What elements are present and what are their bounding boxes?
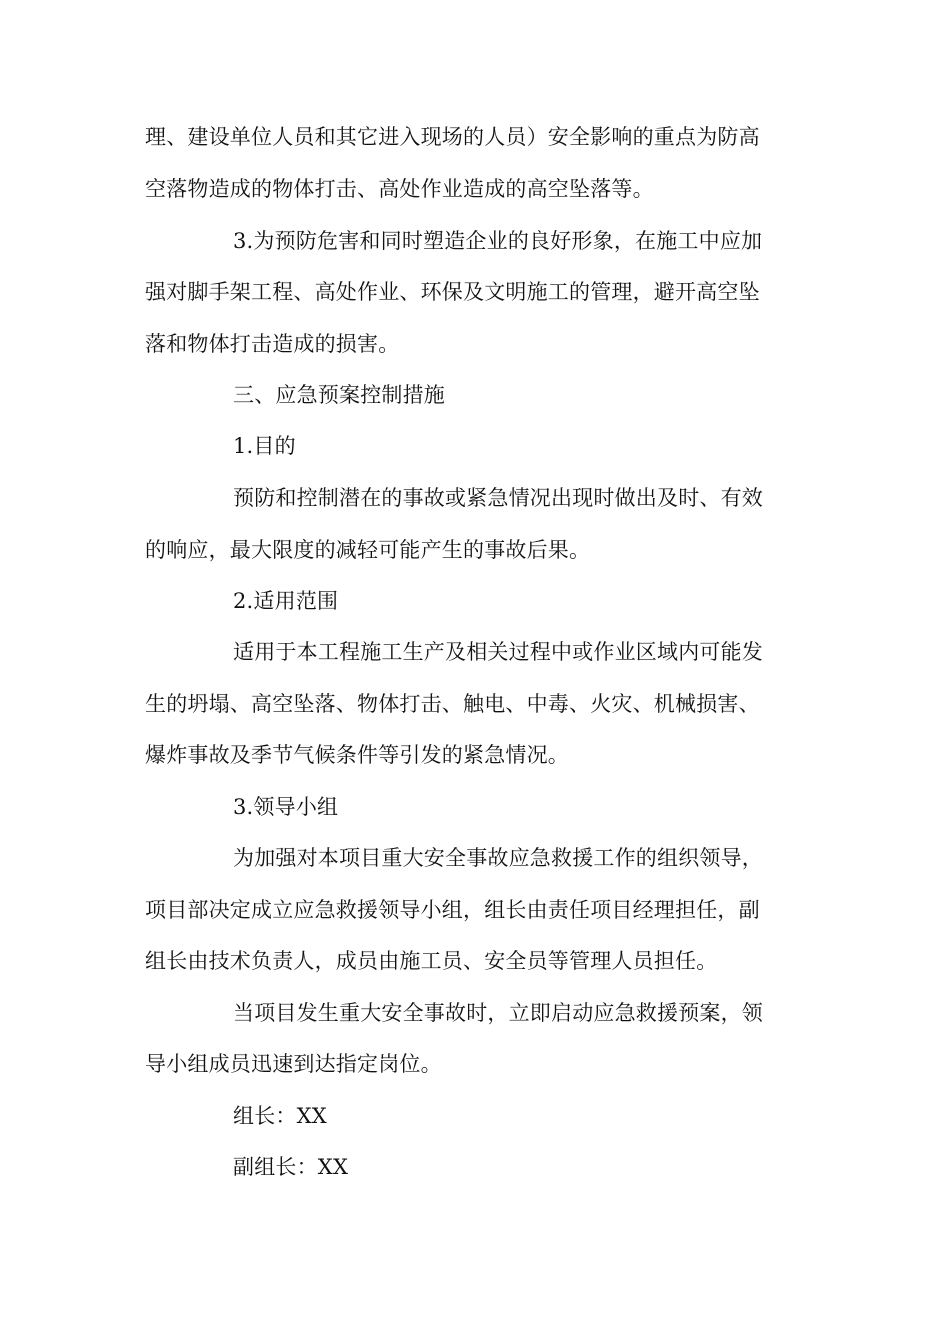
- text-line: 爆炸事故及季节气候条件等引发的紧急情况。: [145, 743, 569, 767]
- text-line: 落和物体打击造成的损害。: [145, 332, 400, 356]
- text-line: 强对脚手架工程、高处作业、环保及文明施工的管理，避开高空坠: [145, 280, 760, 304]
- text-line: 的响应，最大限度的减轻可能产生的事故后果。: [145, 538, 591, 562]
- paragraph-start: 3.为预防危害和同时塑造企业的良好形象，在施工中应加: [233, 229, 763, 253]
- text-line: 空落物造成的物体打击、高处作业造成的高空坠落等。: [145, 177, 654, 201]
- paragraph-start: 当项目发生重大安全事故时，立即启动应急救援预案，领: [233, 1001, 763, 1025]
- text-line: 导小组成员迅速到达指定岗位。: [145, 1052, 442, 1076]
- text-line: 理、建设单位人员和其它进入现场的人员）安全影响的重点为防高: [145, 125, 760, 149]
- leader-entry: 组长：XX: [233, 1104, 327, 1128]
- paragraph-start: 适用于本工程施工生产及相关过程中或作业区域内可能发: [233, 640, 763, 664]
- paragraph-start: 预防和控制潜在的事故或紧急情况出现时做出及时、有效: [233, 486, 763, 510]
- text-line: 项目部决定成立应急救援领导小组，组长由责任项目经理担任，副: [145, 898, 760, 922]
- subheading: 3.领导小组: [233, 795, 339, 819]
- text-line: 组长由技术负责人，成员由施工员、安全员等管理人员担任。: [145, 949, 718, 973]
- paragraph-start: 为加强对本项目重大安全事故应急救援工作的组织领导，: [233, 846, 763, 870]
- deputy-leader-entry: 副组长：XX: [233, 1155, 349, 1179]
- section-heading: 三、应急预案控制措施: [233, 383, 445, 407]
- text-line: 生的坍塌、高空坠落、物体打击、触电、中毒、火灾、机械损害、: [145, 692, 760, 716]
- subheading: 1.目的: [233, 434, 296, 458]
- subheading: 2.适用范围: [233, 589, 339, 613]
